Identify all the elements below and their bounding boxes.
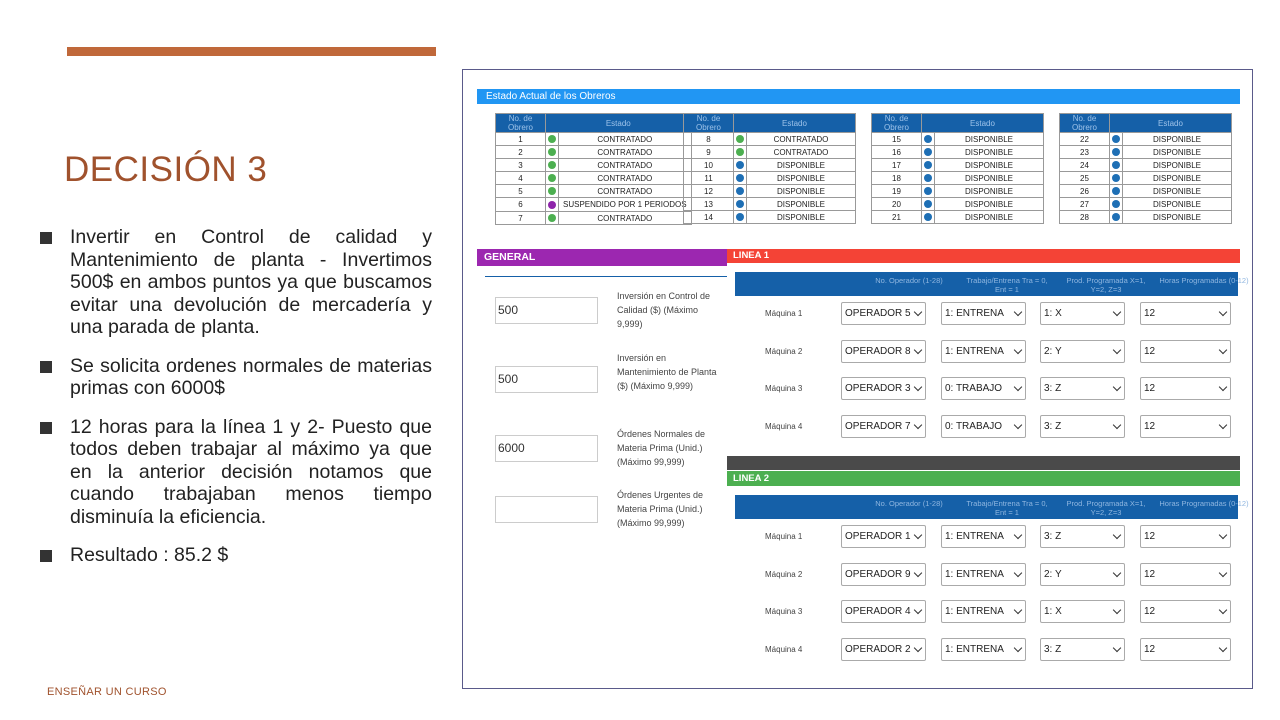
chevron-down-icon xyxy=(914,383,922,391)
worker-number: 23 xyxy=(1060,146,1110,159)
worker-row xyxy=(1060,133,1232,146)
col-header-estado: Estado xyxy=(734,114,856,133)
chevron-down-icon xyxy=(1113,308,1121,316)
horas-select[interactable] xyxy=(1140,340,1231,363)
chevron-down-icon xyxy=(1014,644,1022,652)
select-value: 1: ENTRENA xyxy=(945,531,1004,542)
chevron-down-icon xyxy=(1014,531,1022,539)
trabajo-select[interactable] xyxy=(941,415,1026,438)
select-value: 1: X xyxy=(1044,308,1062,319)
bullet-square-icon xyxy=(40,422,52,434)
select-value: 3: Z xyxy=(1044,383,1062,394)
worker-status: CONTRATADO xyxy=(559,133,692,146)
worker-icon xyxy=(924,187,932,195)
worker-icon xyxy=(736,148,744,156)
worker-status-icon-cell xyxy=(734,185,747,198)
operador-select[interactable] xyxy=(841,377,926,400)
worker-number: 12 xyxy=(684,185,734,198)
worker-icon xyxy=(1112,174,1120,182)
operador-select[interactable] xyxy=(841,302,926,325)
worker-row xyxy=(496,172,692,185)
worker-row xyxy=(684,133,856,146)
worker-status-icon-cell xyxy=(1110,172,1123,185)
chevron-down-icon xyxy=(1014,606,1022,614)
worker-icon xyxy=(1112,200,1120,208)
worker-status-icon-cell xyxy=(734,133,747,146)
worker-row xyxy=(1060,185,1232,198)
worker-status-icon-cell xyxy=(734,146,747,159)
chevron-down-icon xyxy=(914,421,922,429)
worker-number: 28 xyxy=(1060,211,1110,224)
chevron-down-icon xyxy=(1219,383,1227,391)
worker-number: 8 xyxy=(684,133,734,146)
worker-status: DISPONIBLE xyxy=(747,185,856,198)
accent-bar xyxy=(67,47,436,56)
general-header: GENERAL xyxy=(477,249,727,266)
select-value: 12 xyxy=(1144,569,1156,580)
worker-table xyxy=(1059,113,1232,224)
separator-bar xyxy=(727,456,1240,470)
worker-row xyxy=(872,172,1044,185)
chevron-down-icon xyxy=(914,308,922,316)
select-value: 12 xyxy=(1144,308,1156,319)
worker-status: DISPONIBLE xyxy=(935,146,1044,159)
worker-icon xyxy=(548,214,556,222)
col-header-num: No. de Obrero xyxy=(496,114,546,133)
worker-row xyxy=(684,146,856,159)
bullet-text: Resultado : 85.2 $ xyxy=(70,544,229,566)
worker-status: DISPONIBLE xyxy=(935,133,1044,146)
worker-status: DISPONIBLE xyxy=(747,198,856,211)
worker-status-icon-cell xyxy=(546,146,559,159)
select-value: 12 xyxy=(1144,383,1156,394)
worker-status: CONTRATADO xyxy=(559,212,692,225)
select-value: 12 xyxy=(1144,346,1156,357)
worker-status-icon-cell xyxy=(922,159,935,172)
worker-row xyxy=(872,211,1044,224)
chevron-down-icon xyxy=(1113,606,1121,614)
select-value: 12 xyxy=(1144,644,1156,655)
worker-number: 22 xyxy=(1060,133,1110,146)
col-header-estado: Estado xyxy=(1110,114,1232,133)
line-column-label: Horas Programadas (0-12) xyxy=(1159,499,1249,508)
bullet-list xyxy=(40,226,432,583)
trabajo-select[interactable] xyxy=(941,340,1026,363)
worker-status: DISPONIBLE xyxy=(1123,133,1232,146)
operador-select[interactable] xyxy=(841,638,926,661)
worker-icon xyxy=(736,161,744,169)
chevron-down-icon xyxy=(1219,606,1227,614)
horas-select[interactable] xyxy=(1140,525,1231,548)
worker-number: 15 xyxy=(872,133,922,146)
bullet-text: Se solicita ordenes normales de materias primas con 6000$ xyxy=(70,354,432,399)
slide-title: DECISIÓN 3 xyxy=(64,150,268,189)
col-header-estado: Estado xyxy=(922,114,1044,133)
prod-select[interactable] xyxy=(1040,563,1125,586)
worker-number: 6 xyxy=(496,198,546,212)
col-header-num: No. de Obrero xyxy=(1060,114,1110,133)
chevron-down-icon xyxy=(1113,531,1121,539)
bullet-item xyxy=(40,355,432,400)
worker-row xyxy=(872,198,1044,211)
select-value: 12 xyxy=(1144,531,1156,542)
worker-number: 1 xyxy=(496,133,546,146)
worker-status: DISPONIBLE xyxy=(1123,185,1232,198)
worker-number: 10 xyxy=(684,159,734,172)
line-columns-header xyxy=(735,272,1249,296)
chevron-down-icon xyxy=(1113,383,1121,391)
select-value: OPERADOR 2 xyxy=(845,644,911,655)
line-column-label: Horas Programadas (0-12) xyxy=(1159,276,1249,285)
line-column-label: Trabajo/Entrena Tra = 0, Ent = 1 xyxy=(966,499,1048,517)
worker-row xyxy=(496,146,692,159)
worker-number: 13 xyxy=(684,198,734,211)
worker-icon xyxy=(924,174,932,182)
worker-row xyxy=(1060,146,1232,159)
operador-select[interactable] xyxy=(841,563,926,586)
select-value: 3: Z xyxy=(1044,531,1062,542)
worker-number: 4 xyxy=(496,172,546,185)
worker-icon xyxy=(548,135,556,143)
worker-icon xyxy=(1112,135,1120,143)
horas-select[interactable] xyxy=(1140,638,1231,661)
trabajo-select[interactable] xyxy=(941,302,1026,325)
chevron-down-icon xyxy=(1219,531,1227,539)
worker-status-icon-cell xyxy=(546,185,559,198)
worker-status-icon-cell xyxy=(922,185,935,198)
chevron-down-icon xyxy=(914,606,922,614)
worker-status-icon-cell xyxy=(922,146,935,159)
worker-status-icon-cell xyxy=(1110,159,1123,172)
worker-row xyxy=(872,133,1044,146)
worker-status: DISPONIBLE xyxy=(747,159,856,172)
worker-row xyxy=(872,146,1044,159)
select-value: 1: ENTRENA xyxy=(945,308,1004,319)
prod-select[interactable] xyxy=(1040,638,1125,661)
worker-icon xyxy=(1112,187,1120,195)
line-column-label: Prod. Programada X=1, Y=2, Z=3 xyxy=(1066,499,1146,517)
col-header-estado: Estado xyxy=(546,114,692,133)
select-value: OPERADOR 3 xyxy=(845,383,911,394)
col-header-num: No. de Obrero xyxy=(684,114,734,133)
operador-select[interactable] xyxy=(841,525,926,548)
select-value: 2: Y xyxy=(1044,569,1062,580)
estado-header: Estado Actual de los Obreros xyxy=(477,89,1240,104)
line-column-label: No. Operador (1-28) xyxy=(875,499,943,508)
chevron-down-icon xyxy=(1113,421,1121,429)
prod-select[interactable] xyxy=(1040,302,1125,325)
horas-select[interactable] xyxy=(1140,377,1231,400)
worker-status: CONTRATADO xyxy=(747,133,856,146)
select-value: 1: ENTRENA xyxy=(945,346,1004,357)
slide-footer: ENSEÑAR UN CURSO xyxy=(47,686,167,698)
operador-select[interactable] xyxy=(841,340,926,363)
prod-select[interactable] xyxy=(1040,525,1125,548)
chevron-down-icon xyxy=(1219,421,1227,429)
prod-select[interactable] xyxy=(1040,415,1125,438)
bullet-item xyxy=(40,226,432,339)
select-value: OPERADOR 9 xyxy=(845,569,911,580)
machine-label: Máquina 4 xyxy=(765,645,803,654)
worker-status-icon-cell xyxy=(1110,198,1123,211)
worker-status-icon-cell xyxy=(734,198,747,211)
control-calidad-input[interactable]: 500 xyxy=(495,297,598,324)
select-value: OPERADOR 5 xyxy=(845,308,911,319)
ordenes-urgentes-input[interactable] xyxy=(495,496,598,523)
horas-select[interactable] xyxy=(1140,563,1231,586)
worker-row xyxy=(496,133,692,146)
worker-icon xyxy=(924,200,932,208)
chevron-down-icon xyxy=(914,531,922,539)
select-value: OPERADOR 1 xyxy=(845,531,911,542)
select-value: 2: Y xyxy=(1044,346,1062,357)
linea-2-header: LINEA 2 xyxy=(727,471,1240,486)
worker-row xyxy=(684,172,856,185)
worker-number: 11 xyxy=(684,172,734,185)
chevron-down-icon xyxy=(1014,308,1022,316)
trabajo-select[interactable] xyxy=(941,525,1026,548)
worker-icon xyxy=(924,161,932,169)
select-value: OPERADOR 8 xyxy=(845,346,911,357)
trabajo-select[interactable] xyxy=(941,638,1026,661)
bullet-square-icon xyxy=(40,361,52,373)
bullet-text: 12 horas para la línea 1 y 2- Puesto que todos deben trabajar al máximo ya que en la anterior decisión notamos que cuando trabajaban menos tiempo disminuía la eficiencia. xyxy=(70,415,432,528)
chevron-down-icon xyxy=(1014,569,1022,577)
worker-row xyxy=(1060,172,1232,185)
worker-status-icon-cell xyxy=(922,133,935,146)
worker-table xyxy=(495,113,692,225)
ordenes-normales-input[interactable]: 6000 xyxy=(495,435,598,462)
worker-status: DISPONIBLE xyxy=(935,198,1044,211)
worker-number: 27 xyxy=(1060,198,1110,211)
line-column-label: No. Operador (1-28) xyxy=(875,276,943,285)
worker-status: DISPONIBLE xyxy=(1123,198,1232,211)
worker-number: 16 xyxy=(872,146,922,159)
select-value: 12 xyxy=(1144,606,1156,617)
horas-select[interactable] xyxy=(1140,415,1231,438)
chevron-down-icon xyxy=(1219,308,1227,316)
worker-row xyxy=(496,159,692,172)
worker-status: SUSPENDIDO POR 1 PERIODOS xyxy=(559,198,692,212)
operador-select[interactable] xyxy=(841,600,926,623)
worker-icon xyxy=(736,213,744,221)
worker-icon xyxy=(1112,213,1120,221)
machine-label: Máquina 4 xyxy=(765,422,803,431)
worker-status-icon-cell xyxy=(546,212,559,225)
worker-status-icon-cell xyxy=(734,211,747,224)
select-value: OPERADOR 4 xyxy=(845,606,911,617)
bullet-square-icon xyxy=(40,550,52,562)
bullet-item xyxy=(40,416,432,529)
worker-status-icon-cell xyxy=(734,172,747,185)
worker-status-icon-cell xyxy=(546,133,559,146)
worker-number: 19 xyxy=(872,185,922,198)
mantenimiento-input[interactable]: 500 xyxy=(495,366,598,393)
select-value: 1: ENTRENA xyxy=(945,569,1004,580)
worker-table xyxy=(871,113,1044,224)
chevron-down-icon xyxy=(1219,569,1227,577)
worker-status-icon-cell xyxy=(1110,211,1123,224)
ordenes-normales-label: Órdenes Normales de Materia Prima (Unid.) (Máximo 99,999) xyxy=(617,429,706,467)
worker-status: DISPONIBLE xyxy=(935,159,1044,172)
divider xyxy=(485,276,727,277)
chevron-down-icon xyxy=(1014,421,1022,429)
select-value: 0: TRABAJO xyxy=(945,421,1003,432)
chevron-down-icon xyxy=(1113,569,1121,577)
worker-icon xyxy=(736,135,744,143)
select-value: 0: TRABAJO xyxy=(945,383,1003,394)
worker-status-icon-cell xyxy=(1110,133,1123,146)
worker-icon xyxy=(548,161,556,169)
select-value: 3: Z xyxy=(1044,421,1062,432)
worker-icon xyxy=(548,148,556,156)
worker-number: 5 xyxy=(496,185,546,198)
worker-status-icon-cell xyxy=(546,198,559,212)
worker-row xyxy=(684,159,856,172)
worker-status-icon-cell xyxy=(922,172,935,185)
linea-1-header: LINEA 1 xyxy=(727,249,1240,263)
worker-number: 25 xyxy=(1060,172,1110,185)
worker-row xyxy=(496,198,692,212)
worker-status: DISPONIBLE xyxy=(1123,211,1232,224)
chevron-down-icon xyxy=(1113,346,1121,354)
worker-row xyxy=(872,185,1044,198)
worker-status-icon-cell xyxy=(922,198,935,211)
col-header-num: No. de Obrero xyxy=(872,114,922,133)
trabajo-select[interactable] xyxy=(941,377,1026,400)
trabajo-select[interactable] xyxy=(941,600,1026,623)
machine-label: Máquina 3 xyxy=(765,384,803,393)
worker-number: 20 xyxy=(872,198,922,211)
worker-status: CONTRATADO xyxy=(559,146,692,159)
horas-select[interactable] xyxy=(1140,302,1231,325)
worker-icon xyxy=(548,174,556,182)
chevron-down-icon xyxy=(1113,644,1121,652)
bullet-text: Invertir en Control de calidad y Mantenimiento de planta - Invertimos 500$ en ambos puntos ya que buscamos evitar una devolución de mercadería y una parada de planta. xyxy=(70,226,432,338)
worker-icon xyxy=(924,148,932,156)
worker-status: CONTRATADO xyxy=(559,185,692,198)
select-value: 3: Z xyxy=(1044,644,1062,655)
horas-select[interactable] xyxy=(1140,600,1231,623)
worker-number: 3 xyxy=(496,159,546,172)
worker-status: DISPONIBLE xyxy=(747,211,856,224)
line-column-label: Prod. Programada X=1, Y=2, Z=3 xyxy=(1066,276,1146,294)
worker-icon xyxy=(924,135,932,143)
chevron-down-icon xyxy=(1014,346,1022,354)
worker-table xyxy=(683,113,856,224)
worker-number: 18 xyxy=(872,172,922,185)
worker-row xyxy=(684,211,856,224)
select-value: 12 xyxy=(1144,421,1156,432)
worker-status: DISPONIBLE xyxy=(747,172,856,185)
machine-label: Máquina 3 xyxy=(765,607,803,616)
worker-status-icon-cell xyxy=(734,159,747,172)
chevron-down-icon xyxy=(1219,346,1227,354)
select-value: 1: ENTRENA xyxy=(945,606,1004,617)
worker-number: 9 xyxy=(684,146,734,159)
trabajo-select[interactable] xyxy=(941,563,1026,586)
worker-status: DISPONIBLE xyxy=(935,185,1044,198)
bullet-item xyxy=(40,544,432,567)
worker-number: 7 xyxy=(496,212,546,225)
select-value: OPERADOR 7 xyxy=(845,421,911,432)
worker-status-icon-cell xyxy=(546,172,559,185)
worker-row xyxy=(872,159,1044,172)
line-columns-header xyxy=(735,495,1249,519)
worker-status: CONTRATADO xyxy=(747,146,856,159)
worker-number: 24 xyxy=(1060,159,1110,172)
worker-status-icon-cell xyxy=(922,211,935,224)
chevron-down-icon xyxy=(914,644,922,652)
worker-number: 26 xyxy=(1060,185,1110,198)
machine-label: Máquina 1 xyxy=(765,309,803,318)
worker-icon xyxy=(736,200,744,208)
worker-number: 21 xyxy=(872,211,922,224)
worker-number: 14 xyxy=(684,211,734,224)
worker-status: DISPONIBLE xyxy=(1123,159,1232,172)
worker-number: 2 xyxy=(496,146,546,159)
worker-icon xyxy=(1112,148,1120,156)
worker-row xyxy=(496,185,692,198)
control-calidad-label: Inversión en Control de Calidad ($) (Máximo 9,999) xyxy=(617,291,711,329)
worker-row xyxy=(684,185,856,198)
chevron-down-icon xyxy=(914,346,922,354)
worker-row xyxy=(1060,211,1232,224)
worker-icon xyxy=(548,201,556,209)
select-value: 1: ENTRENA xyxy=(945,644,1004,655)
worker-status: DISPONIBLE xyxy=(1123,146,1232,159)
select-value: 1: X xyxy=(1044,606,1062,617)
worker-status: DISPONIBLE xyxy=(935,211,1044,224)
line-column-label: Trabajo/Entrena Tra = 0, Ent = 1 xyxy=(966,276,1048,294)
worker-row xyxy=(496,212,692,225)
machine-label: Máquina 1 xyxy=(765,532,803,541)
chevron-down-icon xyxy=(914,569,922,577)
prod-select[interactable] xyxy=(1040,600,1125,623)
chevron-down-icon xyxy=(1014,383,1022,391)
operador-select[interactable] xyxy=(841,415,926,438)
worker-row xyxy=(1060,198,1232,211)
app-screenshot xyxy=(462,69,1253,689)
ordenes-urgentes-label: Órdenes Urgentes de Materia Prima (Unid.) (Máximo 99,999) xyxy=(617,490,704,528)
worker-icon xyxy=(548,187,556,195)
worker-status: DISPONIBLE xyxy=(1123,172,1232,185)
machine-label: Máquina 2 xyxy=(765,570,803,579)
bullet-square-icon xyxy=(40,232,52,244)
worker-icon xyxy=(1112,161,1120,169)
prod-select[interactable] xyxy=(1040,377,1125,400)
worker-number: 17 xyxy=(872,159,922,172)
worker-icon xyxy=(736,187,744,195)
worker-icon xyxy=(736,174,744,182)
worker-status: CONTRATADO xyxy=(559,159,692,172)
mantenimiento-label: Inversión en Mantenimiento de Planta ($) (Máximo 9,999) xyxy=(617,353,717,391)
worker-status-icon-cell xyxy=(1110,146,1123,159)
machine-label: Máquina 2 xyxy=(765,347,803,356)
worker-status: DISPONIBLE xyxy=(935,172,1044,185)
worker-status-icon-cell xyxy=(1110,185,1123,198)
worker-status: CONTRATADO xyxy=(559,172,692,185)
chevron-down-icon xyxy=(1219,644,1227,652)
worker-status-icon-cell xyxy=(546,159,559,172)
prod-select[interactable] xyxy=(1040,340,1125,363)
worker-row xyxy=(684,198,856,211)
worker-row xyxy=(1060,159,1232,172)
worker-icon xyxy=(924,213,932,221)
